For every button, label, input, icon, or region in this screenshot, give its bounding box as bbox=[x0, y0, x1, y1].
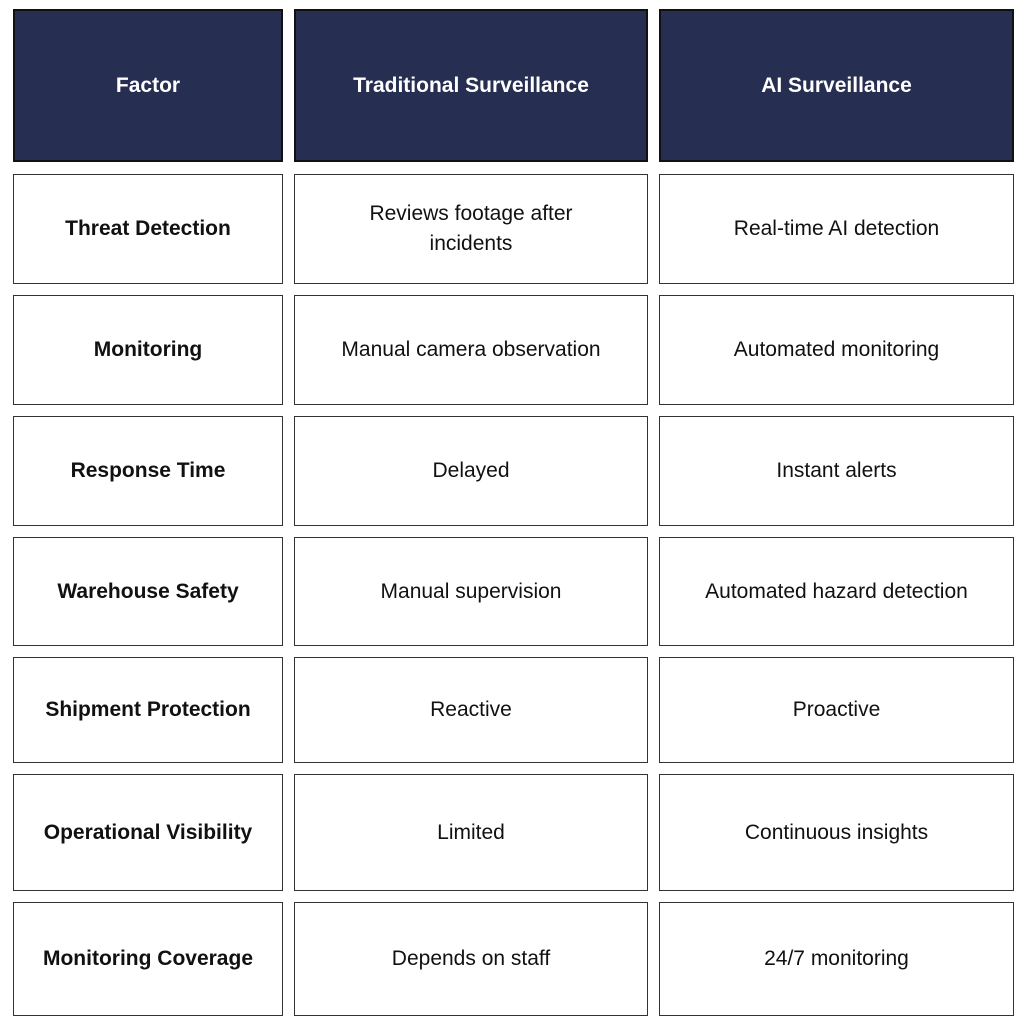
row-factor-warehouse-safety: Warehouse Safety bbox=[13, 537, 283, 646]
row-traditional-operational-visibility: Limited bbox=[294, 774, 648, 891]
row-factor-operational-visibility: Operational Visibility bbox=[13, 774, 283, 891]
row-ai-threat-detection: Real-time AI detection bbox=[659, 174, 1014, 284]
row-ai-warehouse-safety: Automated hazard detection bbox=[659, 537, 1014, 646]
row-factor-threat-detection: Threat Detection bbox=[13, 174, 283, 284]
header-factor: Factor bbox=[13, 9, 283, 162]
row-factor-monitoring-coverage: Monitoring Coverage bbox=[13, 902, 283, 1016]
row-ai-response-time: Instant alerts bbox=[659, 416, 1014, 526]
row-traditional-monitoring: Manual camera observation bbox=[294, 295, 648, 405]
row-factor-response-time: Response Time bbox=[13, 416, 283, 526]
header-ai-surveillance: AI Surveillance bbox=[659, 9, 1014, 162]
row-ai-monitoring: Automated monitoring bbox=[659, 295, 1014, 405]
row-traditional-shipment-protection: Reactive bbox=[294, 657, 648, 763]
row-traditional-response-time: Delayed bbox=[294, 416, 648, 526]
row-factor-shipment-protection: Shipment Protection bbox=[13, 657, 283, 763]
row-traditional-warehouse-safety: Manual supervision bbox=[294, 537, 648, 646]
row-factor-monitoring: Monitoring bbox=[13, 295, 283, 405]
row-traditional-monitoring-coverage: Depends on staff bbox=[294, 902, 648, 1016]
row-ai-shipment-protection: Proactive bbox=[659, 657, 1014, 763]
row-traditional-threat-detection: Reviews footage after incidents bbox=[294, 174, 648, 284]
row-ai-operational-visibility: Continuous insights bbox=[659, 774, 1014, 891]
header-traditional-surveillance: Traditional Surveillance bbox=[294, 9, 648, 162]
row-ai-monitoring-coverage: 24/7 monitoring bbox=[659, 902, 1014, 1016]
